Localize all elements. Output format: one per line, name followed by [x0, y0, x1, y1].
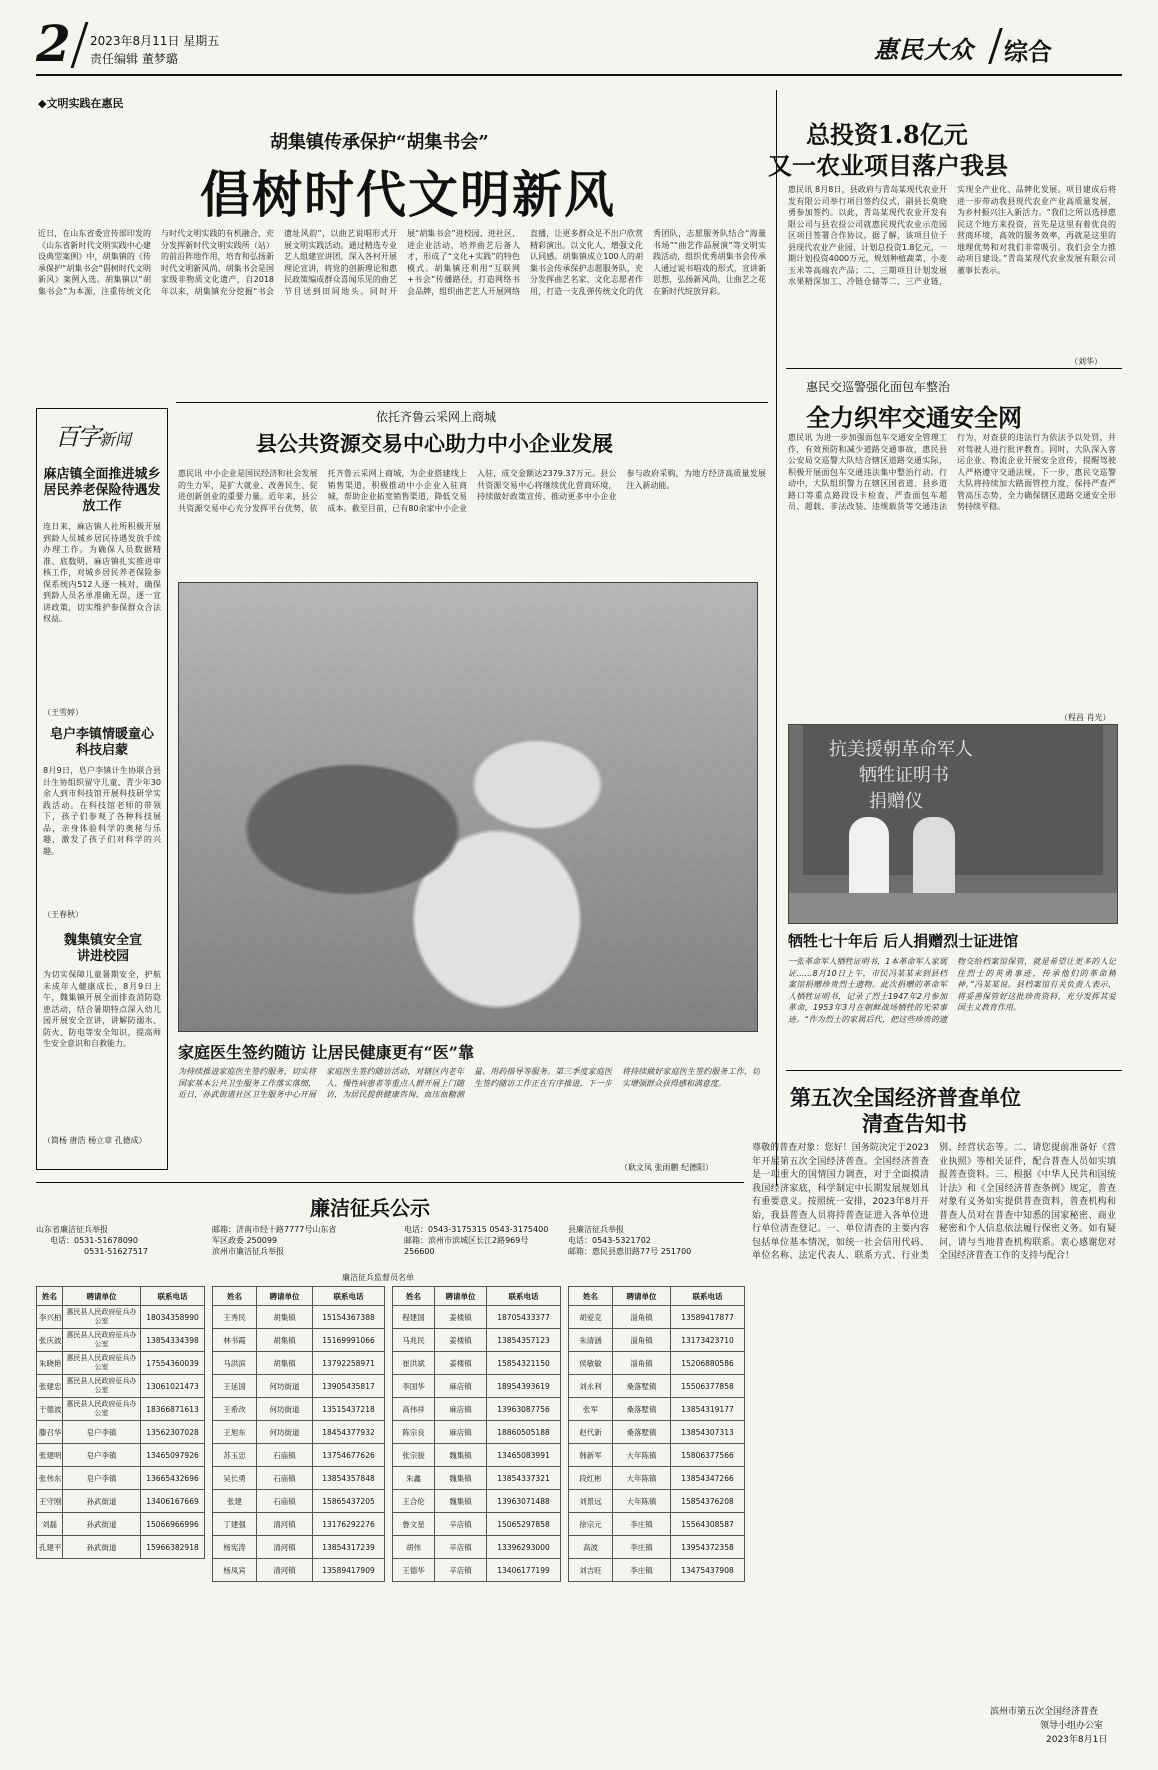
census-signoff-2: 领导小组办公室: [1040, 1721, 1104, 1731]
supervisor-phone: 13465083991: [487, 1444, 561, 1467]
supervisor-phone: 18954393619: [487, 1375, 561, 1398]
column-divider: [776, 90, 777, 1186]
supervisor-unit: 清河镇: [257, 1536, 313, 1559]
supervisor-name: 刘吉旺: [569, 1559, 613, 1582]
supervisor-name: 王合伦: [393, 1490, 435, 1513]
table-row: [37, 1329, 205, 1352]
lianjie-top-rule: [36, 1182, 744, 1183]
supervisor-unit: 何坊街道: [257, 1375, 313, 1398]
lianjie-contact-1: 山东省廉洁征兵举报 电话：0531-51678090 0531-51627517: [36, 1225, 148, 1256]
supervisor-name: 吴长勇: [213, 1467, 257, 1490]
supervisor-phone: 13406177199: [487, 1559, 561, 1582]
table-row: [393, 1559, 561, 1582]
supervisor-phone: 13854307313: [671, 1421, 745, 1444]
table-row: [37, 1306, 205, 1329]
supervisor-name: 张建忠: [37, 1375, 63, 1398]
table-row: [393, 1398, 561, 1421]
supervisor-unit: 清河镇: [257, 1559, 313, 1582]
supervisor-unit: 石庙镇: [257, 1444, 313, 1467]
supervisor-name: 高波: [569, 1536, 613, 1559]
table-row: [569, 1421, 745, 1444]
table-row: [213, 1513, 385, 1536]
certificate-caption-title: 牺牲七十年后 后人捐赠烈士证进馆: [788, 932, 1019, 950]
floor: [789, 893, 1117, 923]
supervisor-name: 张建明: [37, 1444, 63, 1467]
supervisor-phone: 13854319177: [671, 1398, 745, 1421]
table-row: [393, 1513, 561, 1536]
supervisor-phone: 13173423710: [671, 1329, 745, 1352]
col-header: 聘请单位: [435, 1287, 487, 1306]
supervisor-phone: 13406167669: [141, 1490, 205, 1513]
supervisor-phone: 15065297858: [487, 1513, 561, 1536]
supervisor-name: 崔洪斌: [393, 1352, 435, 1375]
supervisor-phone: 15506377858: [671, 1375, 745, 1398]
table-row: [37, 1513, 205, 1536]
supervisor-unit: 李庄镇: [613, 1559, 671, 1582]
table-row: [569, 1513, 745, 1536]
supervisor-phone: 15169991066: [313, 1329, 385, 1352]
supervisor-phone: 13465097926: [141, 1444, 205, 1467]
supervisor-name: 王德华: [393, 1559, 435, 1582]
banner-line-3: 捐赠仪: [869, 791, 923, 812]
supervisor-phone: 15966382918: [141, 1536, 205, 1559]
supervisor-phone: 13475437908: [671, 1559, 745, 1582]
table-row: [393, 1329, 561, 1352]
supervisor-name: 张庆波: [37, 1329, 63, 1352]
supervisor-table-1: [36, 1286, 204, 1559]
certificate-photo: [788, 724, 1118, 924]
supervisor-name: 鲁文星: [393, 1513, 435, 1536]
supervisor-phone: 13396293000: [487, 1536, 561, 1559]
col-header: 姓名: [213, 1287, 257, 1306]
investment-byline: （刘华）: [1070, 357, 1102, 366]
lianjie-contact-3: 电话：0543-3175315 0543-3175400 邮箱：滨州市滨城区长江2路969号 256600: [404, 1225, 549, 1256]
table-row: [569, 1536, 745, 1559]
col-header: 联系电话: [313, 1287, 385, 1306]
supervisor-name: 高伟祥: [393, 1398, 435, 1421]
table-row: [37, 1398, 205, 1421]
baizi-title-1: 麻店镇全面推进城乡居民养老保险待遇发放工作: [43, 467, 161, 514]
supervisor-phone: 13515437218: [313, 1398, 385, 1421]
table-grid: [36, 1286, 205, 1559]
supervisor-table-2: [212, 1286, 384, 1582]
supervisor-name: 马兆民: [393, 1329, 435, 1352]
baizi-byline-2: （王春秋）: [43, 910, 83, 919]
table-row: [569, 1375, 745, 1398]
supervisor-name: 杨凤宾: [213, 1559, 257, 1582]
table-row: [393, 1490, 561, 1513]
table-row: [393, 1352, 561, 1375]
supervisor-name: 李兴柏: [37, 1306, 63, 1329]
supervisor-phone: 15206880586: [671, 1352, 745, 1375]
supervisor-phone: 13061021473: [141, 1375, 205, 1398]
supervisor-phone: 15154367388: [313, 1306, 385, 1329]
supervisor-unit: 辛店镇: [435, 1513, 487, 1536]
table-row: [213, 1306, 385, 1329]
supervisor-phone: 18034358990: [141, 1306, 205, 1329]
supervisor-phone: 15806377566: [671, 1444, 745, 1467]
supervisor-unit: 孙武街道: [63, 1513, 141, 1536]
banner-line-2: 牺牲证明书: [859, 765, 949, 786]
supervisor-unit: 桑落墅镇: [613, 1421, 671, 1444]
col-header: 聘请单位: [257, 1287, 313, 1306]
family-doctor-photo: [178, 582, 758, 1032]
census-signoff-1: 滨州市第五次全国经济普查: [990, 1707, 1099, 1717]
supervisor-name: 刘景远: [569, 1490, 613, 1513]
table-row: [37, 1490, 205, 1513]
supervisor-unit: 皂户李镇: [63, 1421, 141, 1444]
supervisor-phone: 17554360039: [141, 1352, 205, 1375]
baizi-title-2: 皂户李镇情暖童心 科技启蒙: [49, 727, 154, 758]
supervisor-phone: 13792258971: [313, 1352, 385, 1375]
col-header: 联系电话: [487, 1287, 561, 1306]
supervisor-phone: 13589417877: [671, 1306, 745, 1329]
column-tag: ◆文明实践在惠民: [38, 97, 124, 110]
table-row: [213, 1444, 385, 1467]
table-row: [393, 1306, 561, 1329]
supervisor-table-4: [568, 1286, 744, 1582]
supervisor-unit: 大年陈镇: [613, 1490, 671, 1513]
supervisor-unit: 辛店镇: [435, 1536, 487, 1559]
baizi-title-3: 魏集镇安全宣讲进校园: [63, 933, 142, 964]
lead-headline: 倡树时代文明新风: [200, 166, 616, 224]
family-doctor-byline: （耿文凤 张雨鹏 纪德阳）: [620, 1163, 714, 1172]
table-row: [213, 1398, 385, 1421]
census-headline-2: 清查告知书: [862, 1111, 967, 1136]
supervisor-name: 徐宗元: [569, 1513, 613, 1536]
supervisor-name: 滕召华: [37, 1421, 63, 1444]
supervisor-unit: 何坊街道: [257, 1398, 313, 1421]
investment-body: 惠民讯 8月8日，县政府与青岛某现代农业开发有限公司举行项目签约仪式，副县长莫晓勇参加签约。以此，青岛某现代农业开发有限公司与县农投公司就惠民现代农业示范园区项目签署合作协议。据了解，该项目位于县现代农业产业园，计划总投资1.8亿元，一期计划投资4000万元，规划种植蔬菜、小麦玉米等高端农产品；二、三期项目计划发展水果精深加工、冷链仓储等二、三产业链，实现全产业化、品牌化发展。项目建成后将进一步带动我县现代农业产业高质量发展，为乡村振兴注入新活力。“我们之所以选择惠民这个地方来投资，首先是这里有着优良的营商环境，高效的服务效率，再就是这里的地理优势和对我们非常吸引。我们会全力推动项目建设。”青岛某现代农业发展有限公司董事长表示。: [788, 185, 1116, 286]
lead-kicker: 胡集镇传承保护“胡集书会”: [270, 132, 489, 153]
supervisor-unit: 麻店镇: [435, 1398, 487, 1421]
supervisor-name: 苏玉忠: [213, 1444, 257, 1467]
table-row: [569, 1329, 745, 1352]
supervisor-unit: 惠民县人民政府征兵办公室: [63, 1352, 141, 1375]
procurement-top-rule: [176, 402, 768, 403]
supervisor-phone: 13854317239: [313, 1536, 385, 1559]
supervisor-name: 王延国: [213, 1375, 257, 1398]
supervisor-unit: 皂户李镇: [63, 1444, 141, 1467]
procurement-headline: 县公共资源交易中心助力中小企业发展: [256, 431, 613, 456]
table-grid: [568, 1286, 745, 1582]
baizi-byline-3: （简杨 唐浩 杨立章 孔德成）: [43, 1136, 147, 1145]
supervisor-unit: 孙武街道: [63, 1536, 141, 1559]
table-row: [569, 1559, 745, 1582]
baizi-body-3: 为切实保障儿童暑期安全，护航未成年人健康成长，8月9日上午，魏集镇开展全面排查消防隐患活动，结合暑期特点深入幼儿园开展安全宣讲，讲解防溺水、防火、防电等安全知识，提高师生安全意识和自救能力。: [43, 970, 161, 1048]
certificate-rule: [786, 1070, 1122, 1071]
supervisor-phone: 13665432696: [141, 1467, 205, 1490]
supervisor-phone: 13963071488: [487, 1490, 561, 1513]
supervisor-phone: 18454377932: [313, 1421, 385, 1444]
supervisor-unit: 何坊街道: [257, 1421, 313, 1444]
supervisor-unit: 姜楼镇: [435, 1352, 487, 1375]
table-row: [569, 1490, 745, 1513]
supervisor-name: 张宗骏: [393, 1444, 435, 1467]
supervisor-name: 陈宗良: [393, 1421, 435, 1444]
diamond-bullet-icon: ◆: [38, 97, 47, 110]
supervisor-unit: 麻店镇: [435, 1375, 487, 1398]
supervisor-name: 朱晓艳: [37, 1352, 63, 1375]
lianjie-contact-4: 县廉洁征兵举报 电话：0543-5321702 邮箱：惠民县惠旧路77号 251700: [568, 1225, 692, 1256]
family-doctor-caption-title: 家庭医生签约随访 让居民健康更有“医”靠: [178, 1043, 474, 1062]
procurement-body: 惠民讯 中小企业是国民经济和社会发展的生力军，是扩大就业、改善民生、促进创新创业的重要力量。近年来，县公共资源交易中心充分发挥平台优势，依托齐鲁云采网上商城，为企业搭建线上销售渠道，积极推动中小企业入驻商城，帮助企业拓宽销售渠道，降低交易成本。截至目前，已有80余家中小企业入驻，成交金额达2379.37万元。县公共资源交易中心将继续优化营商环境，持续做好政策宣传，推动更多中小企业参与政府采购，为地方经济高质量发展注入新动能。: [178, 469, 766, 513]
supervisor-unit: 惠民县人民政府征兵办公室: [63, 1306, 141, 1329]
section-name: 综合: [1004, 38, 1052, 66]
supervisor-phone: 13589417909: [313, 1559, 385, 1582]
supervisor-phone: 13854357123: [487, 1329, 561, 1352]
supervisor-name: 王希改: [213, 1398, 257, 1421]
supervisor-phone: 15854376208: [671, 1490, 745, 1513]
table-row: [213, 1421, 385, 1444]
supervisor-name: 张建: [213, 1490, 257, 1513]
supervisor-unit: 李庄镇: [613, 1536, 671, 1559]
table-row: [37, 1352, 205, 1375]
supervisor-unit: 惠民县人民政府征兵办公室: [63, 1375, 141, 1398]
supervisor-unit: 胡集镇: [257, 1329, 313, 1352]
supervisor-phone: 18860505188: [487, 1421, 561, 1444]
census-body: 尊敬的普查对象：您好！国务院决定于2023年开展第五次全国经济普查。全国经济普查是一项重大的国情国力调查，对于全面摸清我国经济家底，科学制定中长期发展规划具有重要意义。按照统一安排，2023年8月开始，我县普查人员将持普查证进入各单位进行单位清查登记。一、单位清查的主要内容包括单位基本情况，如统一社会信用代码、单位名称、法定代表人、联系方式、行业类别、经营状态等。二、请您提前准备好《营业执照》等相关证件，配合普查人员如实填报普查资料。三、根据《中华人民共和国统计法》和《全国经济普查条例》规定，普查对象有义务如实提供普查资料，普查机构和普查人员对在普查中知悉的国家秘密、商业秘密和个人信息依法履行保密义务。如有疑问，请与当地普查机构联系。衷心感谢您对全国经济普查工作的支持与配合！: [752, 1143, 1116, 1261]
supervisor-unit: 淄角镇: [613, 1306, 671, 1329]
supervisor-phone: 13754677626: [313, 1444, 385, 1467]
supervisor-unit: 惠民县人民政府征兵办公室: [63, 1329, 141, 1352]
table-row: [569, 1398, 745, 1421]
table-row: [393, 1421, 561, 1444]
col-header: 姓名: [37, 1287, 63, 1306]
masthead-slash: [988, 28, 1003, 64]
supervisor-name: 王秀民: [213, 1306, 257, 1329]
traffic-byline: （程昌 肖光）: [1060, 713, 1111, 722]
col-header: 聘请单位: [63, 1287, 141, 1306]
traffic-body: 惠民讯 为进一步加强面包车交通安全管理工作，有效预防和减少道路交通事故，惠民县公安局交巡警大队结合辖区道路交通实际，积极开展面包车交通违法集中整治行动。行动中，大队组织警力在辖区国省道、县乡道路口等重点路段设卡检查，严查面包车超员、超载、非法改装、违规载货等交通违法行为，对查获的违法行为依法予以处罚，并对驾驶人进行批评教育。同时，大队深入客运企业、物流企业开展安全宣传，提醒驾驶人严格遵守交通法规。下一步，惠民交巡警大队将持续加大路面管控力度，保持严查严管高压态势，全力确保辖区道路交通安全形势持续平稳。: [788, 433, 1116, 511]
table-row: [213, 1375, 385, 1398]
supervisor-name: 朱清涵: [569, 1329, 613, 1352]
supervisor-name: 赵代新: [569, 1421, 613, 1444]
supervisor-name: 朱鑫: [393, 1467, 435, 1490]
table-row: [569, 1467, 745, 1490]
page-number: 2: [36, 14, 71, 73]
family-doctor-caption: 为持续推进家庭医生签约服务，切实将国家基本公共卫生服务工作落实落细，近日，孙武街道社区卫生服务中心开展家庭医生签约随访活动，对辖区内老年人、慢性病患者等重点人群开展上门随访，为居民提供健康咨询、血压血糖测量、用药指导等服务。第三季度家庭医生签约随访工作正在有序推进，下一步将持续做好家庭医生签约服务工作，切实增强群众获得感和满意度。: [178, 1067, 760, 1099]
supervisor-unit: 魏集镇: [435, 1467, 487, 1490]
baizi-news-box: [36, 408, 168, 1170]
supervisor-phone: 13905435817: [313, 1375, 385, 1398]
supervisor-name: 林书霞: [213, 1329, 257, 1352]
supervisor-name: 段红彬: [569, 1467, 613, 1490]
table-row: [37, 1536, 205, 1559]
supervisor-unit: 桑落墅镇: [613, 1398, 671, 1421]
col-header: 姓名: [569, 1287, 613, 1306]
supervisor-unit: 麻店镇: [435, 1421, 487, 1444]
supervisor-unit: 皂户李镇: [63, 1467, 141, 1490]
masthead-title: 惠民大众: [874, 35, 974, 64]
supervisor-name: 程建国: [393, 1306, 435, 1329]
table-row: [213, 1536, 385, 1559]
supervisor-unit: 胡集镇: [257, 1352, 313, 1375]
supervisor-name: 王守刚: [37, 1490, 63, 1513]
editor-credit: 责任编辑 董梦璐: [90, 52, 178, 66]
supervisor-phone: 13954372358: [671, 1536, 745, 1559]
lianjie-table-title: 廉洁征兵监督员名单: [342, 1273, 414, 1282]
table-row: [213, 1329, 385, 1352]
lianjie-contact-2: 邮箱：济南市经十路7777号山东省 军区政委 250099 滨州市廉洁征兵举报: [212, 1225, 337, 1256]
supervisor-phone: 15865437205: [313, 1490, 385, 1513]
supervisor-unit: 姜楼镇: [435, 1329, 487, 1352]
supervisor-unit: 魏集镇: [435, 1490, 487, 1513]
header-rule: [36, 74, 1122, 76]
table-row: [393, 1536, 561, 1559]
supervisor-unit: 大年陈镇: [613, 1444, 671, 1467]
col-header: 聘请单位: [613, 1287, 671, 1306]
table-row: [37, 1421, 205, 1444]
issue-date: 2023年8月11日 星期五: [90, 34, 220, 48]
supervisor-name: 刘永利: [569, 1375, 613, 1398]
supervisor-unit: 魏集镇: [435, 1444, 487, 1467]
supervisor-name: 马洪滨: [213, 1352, 257, 1375]
certificate-body: 一张革命军人牺牲证明书，1本革命军人家属证……8月10日上午，市民冯某某来到县档案馆捐赠珍贵烈士遗物。此次捐赠的革命军人牺牲证明书，记录了烈士1947年2月参加革命，1953年3月在朝鲜战场牺牲的光荣事迹。“作为烈士的家属后代，把这些珍贵的遗物交给档案馆保管，就是希望让更多的人记住烈士的英勇事迹，传承他们的革命精神。”冯某某说。县档案馆有关负责人表示，将妥善保管好这批珍贵资料，充分发挥其爱国主义教育作用。: [788, 957, 1116, 1024]
investment-rule: [786, 368, 1122, 369]
lead-body: 近日，在山东省委宣传部印发的《山东省新时代文明实践中心建设典型案例》中，胡集镇的《传承保护“胡集书会”倡树时代文明新风》案例入选。胡集镇以“胡集书会”为本源，注重传统文化与时代文明实践的有机融合，充分发挥新时代文明实践所（站）的前沿阵地作用，培育和弘扬新时代文明新风尚。胡集书会是国家级非物质文化遗产，自2018年以来，胡集镇充分挖掘“书会遗址风韵”，以曲艺说唱形式开展文明实践活动。通过精选专业艺人组建宣讲团，深入各村开展理论宣讲，将党的创新理论和惠民政策编成群众喜闻乐见的曲艺节目送到田间地头。同时开展“胡集书会”进校园、进社区、进企业活动，培养曲艺后备人才，形成了“文化+实践”的特色模式。胡集镇还利用“互联网+书会”传播路径，打造网络书会品牌，组织曲艺艺人开展网络直播，让更多群众足不出户欣赏精彩演出。以文化人，增强文化认同感。胡集镇成立100人的胡集书会传承保护志愿服务队，充分发挥曲艺名家、文化志愿者作用，打造一支乱弹传统文化的优秀团队，志愿服务队结合“海量书场”“曲艺作品展演”等文明实践活动，组织优秀胡集书会传承人通过说书唱戏的形式，宣讲新思想，弘扬新风尚，让曲艺之花在新时代绽放异彩。: [38, 229, 766, 296]
col-header: 联系电话: [671, 1287, 745, 1306]
supervisor-phone: 18705433377: [487, 1306, 561, 1329]
table-grid: [212, 1286, 385, 1582]
table-row: [569, 1306, 745, 1329]
supervisor-name: 王旭东: [213, 1421, 257, 1444]
supervisor-unit: 桑落墅镇: [613, 1375, 671, 1398]
supervisor-name: 韩新军: [569, 1444, 613, 1467]
census-headline-1: 第五次全国经济普查单位: [790, 1085, 1021, 1110]
baizi-logo: 百字新闻: [55, 423, 132, 451]
table-row: [393, 1467, 561, 1490]
header-slash: [71, 22, 89, 68]
supervisor-table-3: [392, 1286, 560, 1582]
supervisor-phone: 13963087756: [487, 1398, 561, 1421]
investment-headline-2: 又一农业项目落户我县: [768, 151, 1008, 180]
supervisor-unit: 惠民县人民政府征兵办公室: [63, 1398, 141, 1421]
traffic-headline: 全力织牢交通安全网: [806, 403, 1022, 432]
table-row: [569, 1352, 745, 1375]
supervisor-unit: 淄角镇: [613, 1329, 671, 1352]
supervisor-name: 杨宪涛: [213, 1536, 257, 1559]
baizi-body-2: 8月9日，皂户李镇计生协联合县计生协组织留守儿童、青少年30余人到市科技馆开展科技研学实践活动。在科技馆老师的带领下，孩子们参观了各种科技展品，亲身体验科学的奥秘与乐趣，激发了孩子们对科学的兴趣。: [43, 766, 161, 856]
supervisor-name: 侯敏敏: [569, 1352, 613, 1375]
table-row: [569, 1444, 745, 1467]
table-row: [213, 1490, 385, 1513]
supervisor-phone: 13854337321: [487, 1467, 561, 1490]
supervisor-unit: 大年陈镇: [613, 1467, 671, 1490]
supervisor-name: 孔建平: [37, 1536, 63, 1559]
supervisor-name: 刘磊: [37, 1513, 63, 1536]
supervisor-name: 丁建强: [213, 1513, 257, 1536]
baizi-byline-1: （王雪婷）: [43, 708, 83, 717]
supervisor-phone: 15066966996: [141, 1513, 205, 1536]
procurement-kicker: 依托齐鲁云采网上商城: [376, 410, 497, 424]
col-header: 联系电话: [141, 1287, 205, 1306]
supervisor-phone: 13854334398: [141, 1329, 205, 1352]
supervisor-name: 胡伟: [393, 1536, 435, 1559]
supervisor-phone: 13562307028: [141, 1421, 205, 1444]
banner-line-1: 抗美援朝革命军人: [829, 739, 973, 760]
supervisor-name: 张军: [569, 1398, 613, 1421]
baizi-body-1: 连日来，麻店镇人社所积极开展到龄人员城乡居民待遇发放手续办理工作。为确保人员数据精准、底数明，麻店镇扎实推进审核工作，对城乡居民养老保险参保系统内512人逐一核对，确保到龄人员名单准确无误，逐一宣讲政策，切实维护参保群众合法权益。: [43, 522, 161, 623]
col-header: 姓名: [393, 1287, 435, 1306]
supervisor-unit: 辛店镇: [435, 1559, 487, 1582]
supervisor-unit: 姜楼镇: [435, 1306, 487, 1329]
supervisor-unit: 淄角镇: [613, 1352, 671, 1375]
supervisor-phone: 15854321150: [487, 1352, 561, 1375]
supervisor-unit: 孙武街道: [63, 1490, 141, 1513]
supervisor-name: 于德波: [37, 1398, 63, 1421]
table-row: [213, 1352, 385, 1375]
table-row: [393, 1444, 561, 1467]
supervisor-phone: 13854357848: [313, 1467, 385, 1490]
table-row: [213, 1559, 385, 1582]
table-grid: [392, 1286, 561, 1582]
traffic-kicker: 惠民交巡警强化面包车整治: [806, 380, 951, 394]
supervisor-unit: 胡集镇: [257, 1306, 313, 1329]
supervisor-unit: 清河镇: [257, 1513, 313, 1536]
supervisor-unit: 李庄镇: [613, 1513, 671, 1536]
supervisor-phone: 18366871613: [141, 1398, 205, 1421]
supervisor-phone: 13854347266: [671, 1467, 745, 1490]
supervisor-name: 胡爱克: [569, 1306, 613, 1329]
table-row: [393, 1375, 561, 1398]
table-row: [37, 1375, 205, 1398]
supervisor-name: 李国华: [393, 1375, 435, 1398]
supervisor-phone: 15564308587: [671, 1513, 745, 1536]
table-row: [213, 1467, 385, 1490]
census-date: 2023年8月1日: [1046, 1735, 1108, 1745]
supervisor-name: 张伟东: [37, 1467, 63, 1490]
table-row: [37, 1444, 205, 1467]
lianjie-headline: 廉洁征兵公示: [310, 1196, 430, 1220]
supervisor-unit: 石庙镇: [257, 1467, 313, 1490]
table-row: [37, 1467, 205, 1490]
supervisor-phone: 13176292276: [313, 1513, 385, 1536]
supervisor-unit: 石庙镇: [257, 1490, 313, 1513]
investment-headline-1: 总投资1.8亿元: [806, 120, 968, 149]
